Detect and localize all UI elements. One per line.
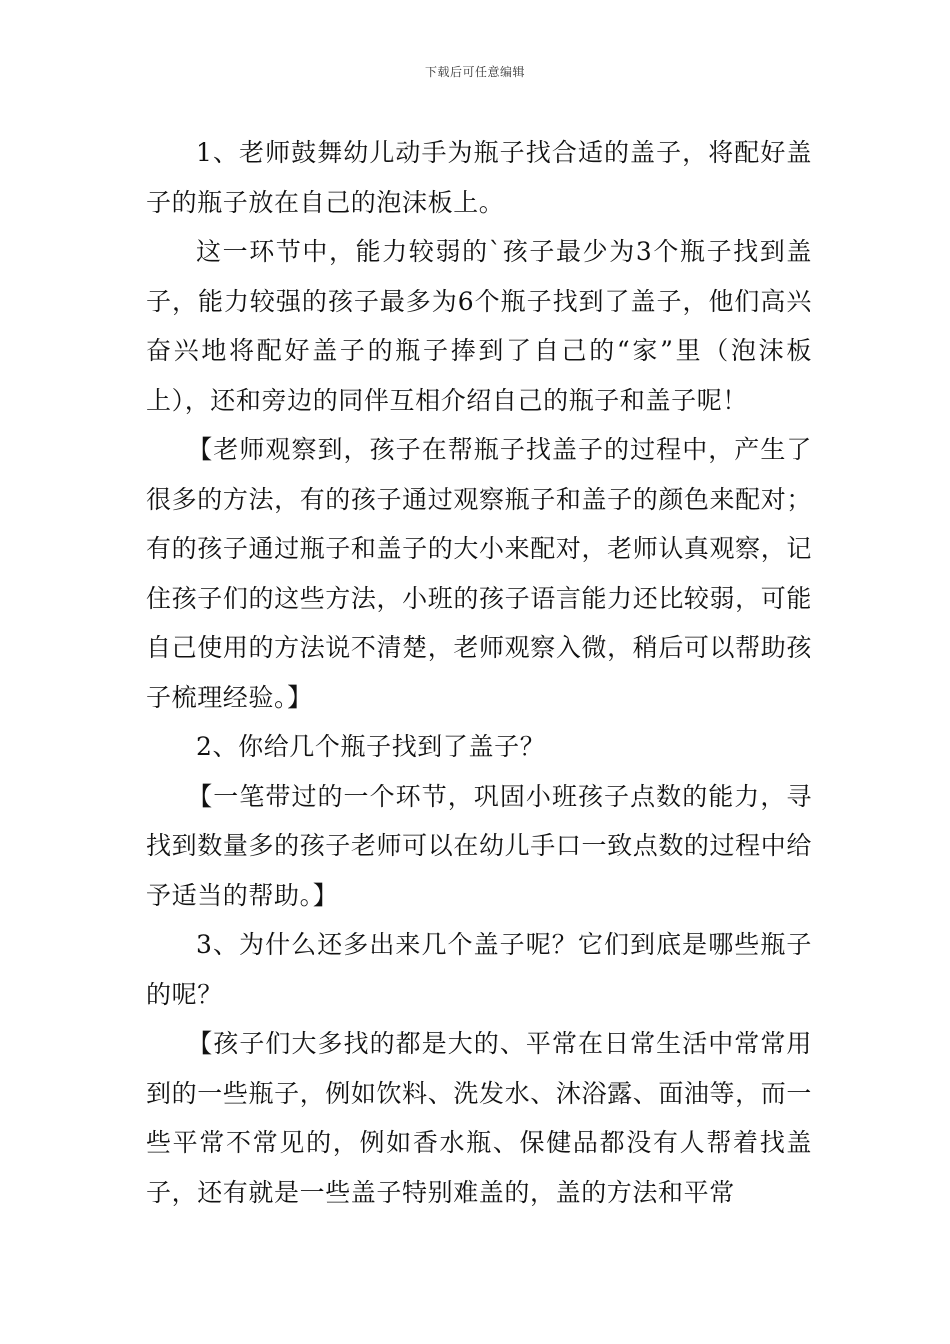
paragraph-teacher-observation: 【老师观察到，孩子在帮瓶子找盖子的过程中，产生了很多的方法，有的孩子通过观察瓶子和盖子的颜色来配对；有的孩子通过瓶子和盖子的大小来配对，老师认真观察，记住孩子们的这些方法，小班的孩子语言能力还比较弱，可能自己使用的方法说不清楚，老师观察入微，稍后可以帮助孩子梳理经验。】 [146,435,812,712]
paragraph-step-1: 1、老师鼓舞幼儿动手为瓶子找合适的盖子，将配好盖子的瓶子放在自己的泡沫板上。 [146,138,812,217]
document-body [146,128,812,1217]
paragraph-step-1-result: 这一环节中，能力较弱的`孩子最少为3个瓶子找到盖子，能力较强的孩子最多为6个瓶子找到了盖子，他们高兴奋兴地将配好盖子的瓶子捧到了自己的“家”里（泡沫板上），还和旁边的同伴互相介绍自己的瓶子和盖子呢！ [146,237,812,415]
page-header: 下载后可任意编辑 [424,65,525,79]
paragraph-step-2-note: 【一笔带过的一个环节，巩固小班孩子点数的能力，寻找到数量多的孩子老师可以在幼儿手口一致点数的过程中给予适当的帮助。】 [146,781,812,910]
paragraph-step-2: 2、你给几个瓶子找到了盖子？ [196,732,546,761]
paragraph-step-3: 3、为什么还多出来几个盖子呢？它们到底是哪些瓶子的呢？ [146,930,812,1009]
paragraph-step-3-note: 【孩子们大多找的都是大的、平常在日常生活中常常用到的一些瓶子，例如饮料、洗发水、沐浴露、面油等，而一些平常不常见的，例如香水瓶、保健品都没有人帮着找盖子，还有就是一些盖子特别难盖的，盖的方法和平常 [146,1029,812,1207]
